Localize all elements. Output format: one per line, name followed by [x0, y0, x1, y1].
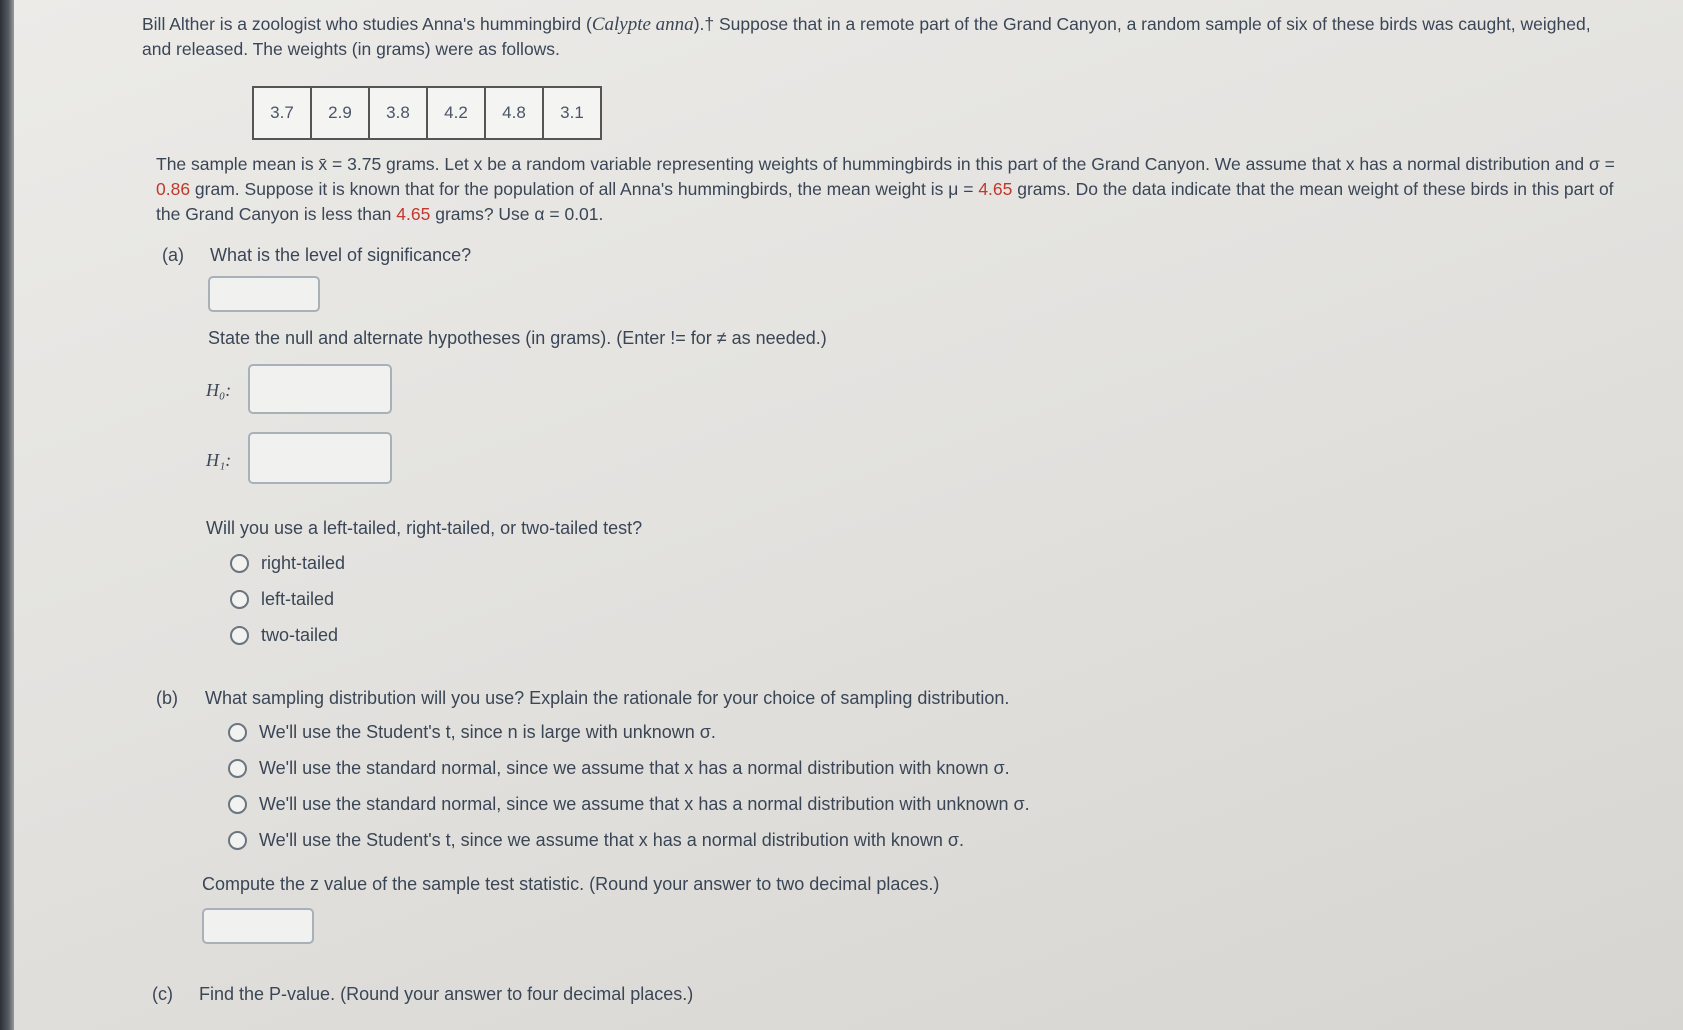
- part-a-label: (a): [162, 245, 184, 265]
- option-label: two-tailed: [261, 625, 339, 645]
- intro-text-1: Bill Alther is a zoologist who studies Anna's hummingbird (: [142, 14, 592, 34]
- left-tailed-option[interactable]: [230, 589, 334, 610]
- setup-text-b: gram. Suppose it is known that for the population of all Anna's hummingbirds, the mean weight is μ =: [190, 179, 979, 199]
- mu-value-2: 4.65: [396, 204, 431, 224]
- option-label: left-tailed: [261, 589, 335, 609]
- radio-icon[interactable]: [230, 554, 249, 573]
- part-b-question: What sampling distribution will you use? Explain the rationale for your choice of sampling distribution.: [205, 688, 1010, 708]
- radio-icon[interactable]: [228, 723, 247, 742]
- weight-cell: 4.8: [485, 87, 543, 139]
- species-name: Calypte anna: [591, 14, 694, 35]
- dist-option-t-known[interactable]: [228, 830, 964, 851]
- problem-setup: [156, 152, 1636, 227]
- dist-option-normal-known[interactable]: [228, 758, 1010, 779]
- dist-option-t-large-n[interactable]: [228, 722, 716, 743]
- setup-text-c: grams. Do the data indicate that the mean weight of these birds in this part of the Grand Canyon is less than: [156, 179, 1614, 224]
- option-label: We'll use the standard normal, since we assume that x has a normal distribution with unknown σ.: [259, 794, 1030, 814]
- right-tailed-option[interactable]: [230, 553, 345, 574]
- weight-cell: 3.8: [369, 87, 427, 139]
- h0-label: H₀:: [206, 380, 232, 400]
- dist-option-normal-unknown[interactable]: [228, 794, 1030, 815]
- mu-value: 4.65: [978, 179, 1013, 199]
- radio-icon[interactable]: [228, 759, 247, 778]
- part-b-label: (b): [156, 688, 178, 708]
- radio-icon[interactable]: [228, 831, 247, 850]
- h1-input[interactable]: [248, 432, 392, 484]
- radio-icon[interactable]: [230, 626, 249, 645]
- screen-bezel: [0, 0, 14, 1030]
- option-label: We'll use the Student's t, since n is large with unknown σ.: [259, 722, 716, 742]
- weights-table: [252, 86, 602, 140]
- h1-label: H₁:: [206, 450, 232, 470]
- option-label: right-tailed: [261, 553, 346, 573]
- radio-icon[interactable]: [228, 795, 247, 814]
- sigma-value: 0.86: [156, 179, 191, 199]
- setup-text-a: The sample mean is x̄ = 3.75 grams. Let x be a random variable representing weights of hummingbirds in this part of the Grand Canyon. We assume that x has a normal distribution and σ =: [156, 154, 1615, 174]
- z-value-input[interactable]: [202, 908, 314, 944]
- weight-cell: 3.7: [253, 87, 311, 139]
- two-tailed-option[interactable]: [230, 625, 338, 646]
- hypotheses-prompt: State the null and alternate hypotheses (in grams). (Enter != for ≠ as needed.): [208, 328, 827, 348]
- significance-input[interactable]: [208, 276, 320, 312]
- weight-cell: 4.2: [427, 87, 485, 139]
- z-prompt: Compute the z value of the sample test statistic. (Round your answer to two decimal places.): [202, 874, 940, 894]
- intro-text-2: ).† Suppose that in a remote part of the Grand Canyon, a random sample of six of these birds was caught, weighed, and released. The weights (in grams) were as follows.: [142, 14, 1591, 59]
- tail-question: Will you use a left-tailed, right-tailed, or two-tailed test?: [206, 518, 643, 538]
- setup-text-d: grams? Use α = 0.01.: [430, 204, 604, 224]
- part-c-question: Find the P-value. (Round your answer to four decimal places.): [199, 984, 694, 1004]
- weight-cell: 3.1: [543, 87, 601, 139]
- weight-cell: 2.9: [311, 87, 369, 139]
- option-label: We'll use the Student's t, since we assume that x has a normal distribution with known σ.: [259, 830, 964, 850]
- part-a-question: What is the level of significance?: [210, 245, 472, 265]
- problem-intro: [142, 12, 1622, 62]
- radio-icon[interactable]: [230, 590, 249, 609]
- part-c-label: (c): [152, 984, 173, 1004]
- h0-input[interactable]: [248, 364, 392, 414]
- option-label: We'll use the standard normal, since we assume that x has a normal distribution with known σ.: [259, 758, 1010, 778]
